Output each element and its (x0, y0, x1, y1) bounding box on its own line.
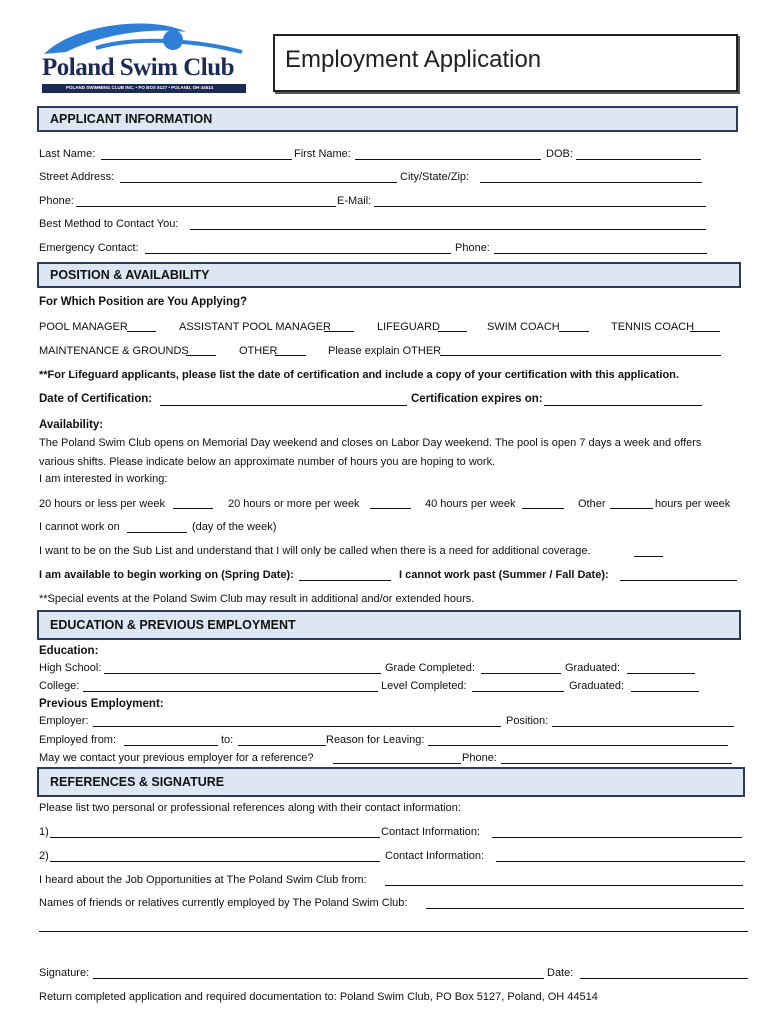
section-position-title: POSITION & AVAILABILITY (50, 268, 210, 282)
section-references (37, 767, 745, 797)
pos-pool-manager: POOL MANAGER (39, 321, 128, 333)
hours-20-less: 20 hours or less per week (39, 498, 165, 510)
references-intro: Please list two personal or professional references along with their contact information: (39, 802, 461, 814)
section-position (37, 262, 741, 288)
grade-completed-field[interactable] (481, 673, 561, 674)
page-title: Employment Application (285, 46, 542, 73)
emergency-phone-field[interactable] (494, 253, 707, 254)
pos-assistant-manager: ASSISTANT POOL MANAGER (179, 321, 331, 333)
cert-date-field[interactable] (160, 405, 407, 406)
employer-field[interactable] (93, 726, 501, 727)
email-field[interactable] (374, 206, 706, 207)
graduated-field-2[interactable] (631, 691, 699, 692)
heard-about-field[interactable] (385, 885, 743, 886)
pos-tennis-coach-field[interactable] (690, 331, 720, 332)
hours-20-more: 20 hours or more per week (228, 498, 360, 510)
graduated-label-2: Graduated: (569, 680, 625, 692)
hours-20-less-field[interactable] (173, 508, 213, 509)
emergency-label: Emergency Contact: (39, 242, 139, 254)
cannot-work-on-field[interactable] (127, 532, 187, 533)
section-applicant-title: APPLICANT INFORMATION (50, 112, 213, 126)
pos-explain-other-field[interactable] (440, 355, 721, 356)
hours-20-more-field[interactable] (370, 508, 411, 509)
availability-heading: Availability: (39, 419, 104, 431)
graduated-label-1: Graduated: (565, 662, 621, 674)
heard-about-label: I heard about the Job Opportunities at The Poland Swim Club from: (39, 874, 367, 886)
section-applicant (37, 106, 738, 132)
best-method-field[interactable] (190, 229, 706, 230)
signature-field[interactable] (93, 978, 544, 979)
pos-swim-coach: SWIM COACH (487, 321, 560, 333)
hours-other: Other (578, 498, 606, 510)
pos-explain-other: Please explain OTHER (328, 345, 442, 357)
pos-pool-manager-field[interactable] (127, 331, 156, 332)
section-references-title: REFERENCES & SIGNATURE (50, 775, 225, 789)
end-date-label: I cannot work past (Summer / Fall Date): (399, 569, 609, 581)
street-field[interactable] (120, 182, 397, 183)
city-field[interactable] (480, 182, 702, 183)
graduated-field-1[interactable] (627, 673, 695, 674)
ref2-label: 2) (39, 850, 49, 862)
date-field[interactable] (580, 978, 748, 979)
hours-40: 40 hours per week (425, 498, 516, 510)
employed-from-label: Employed from: (39, 734, 117, 746)
hours-40-field[interactable] (522, 508, 564, 509)
may-contact-field[interactable] (333, 763, 461, 764)
dob-field[interactable] (576, 159, 701, 160)
may-contact-label: May we contact your previous employer for a reference? (39, 752, 314, 764)
pos-maintenance-field[interactable] (186, 355, 216, 356)
ref1-contact-field[interactable] (492, 837, 742, 838)
logo (36, 18, 248, 96)
signature-label: Signature: (39, 967, 90, 979)
phone-label: Phone: (39, 195, 74, 207)
sub-list-field[interactable] (634, 556, 663, 557)
employed-to-field[interactable] (238, 745, 326, 746)
street-label: Street Address: (39, 171, 115, 183)
college-label: College: (39, 680, 80, 692)
reason-field[interactable] (428, 745, 728, 746)
ref2-contact-field[interactable] (496, 861, 745, 862)
availability-text-1: The Poland Swim Club opens on Memorial Day weekend and closes on Labor Day weekend. The pool is open 7 days a week and offers (39, 437, 702, 449)
hours-per-week: hours per week (655, 498, 731, 510)
day-of-week-label: (day of the week) (192, 521, 277, 533)
logo-name: Poland Swim Club (42, 54, 235, 81)
pos-maintenance: MAINTENANCE & GROUNDS (39, 345, 189, 357)
high-school-field[interactable] (104, 673, 381, 674)
lifeguard-note: **For Lifeguard applicants, please list the date of certification and include a copy of your certification with this application. (39, 369, 679, 381)
emergency-field[interactable] (145, 253, 451, 254)
first-name-field[interactable] (355, 159, 541, 160)
pos-lifeguard: LIFEGUARD (377, 321, 440, 333)
ref1-contact-label: Contact Information: (381, 826, 481, 838)
logo-tagline: POLAND SWIMMING CLUB INC. • PO BOX 5127 • POLAND, OH 44514 (66, 85, 214, 90)
pos-lifeguard-field[interactable] (438, 331, 467, 332)
employed-to-label: to: (221, 734, 234, 746)
section-education-title: EDUCATION & PREVIOUS EMPLOYMENT (50, 618, 296, 632)
phone-field[interactable] (76, 206, 336, 207)
section-education (37, 610, 741, 640)
position-label: Position: (506, 715, 549, 727)
special-events-note: **Special events at the Poland Swim Club may result in additional and/or extended hours. (39, 593, 475, 605)
employed-from-field[interactable] (124, 745, 218, 746)
position-field[interactable] (552, 726, 734, 727)
best-method-label: Best Method to Contact You: (39, 218, 179, 230)
friends-field-line-2[interactable] (39, 931, 748, 932)
friends-field[interactable] (426, 908, 744, 909)
availability-text-3: I am interested in working: (39, 473, 168, 485)
cert-expires-field[interactable] (544, 405, 702, 406)
last-name-label: Last Name: (39, 148, 96, 160)
city-label: City/State/Zip: (400, 171, 470, 183)
date-label: Date: (547, 967, 574, 979)
return-instructions: Return completed application and required documentation to: Poland Swim Club, PO Box 5127, Poland, OH 44514 (39, 991, 598, 1003)
title-box (273, 34, 738, 92)
grade-completed-label: Grade Completed: (385, 662, 475, 674)
prev-employment-heading: Previous Employment: (39, 698, 164, 710)
cert-date-label: Date of Certification: (39, 393, 153, 405)
start-date-label: I am available to begin working on (Spring Date): (39, 569, 294, 581)
hours-other-field[interactable] (610, 508, 653, 509)
employer-label: Employer: (39, 715, 89, 727)
employer-phone-label: Phone: (462, 752, 497, 764)
friends-label: Names of friends or relatives currently employed by The Poland Swim Club: (39, 897, 408, 909)
position-question: For Which Position are You Applying? (39, 296, 248, 308)
cannot-work-on-label: I cannot work on (39, 521, 120, 533)
end-date-field[interactable] (620, 580, 737, 581)
college-field[interactable] (83, 691, 378, 692)
ref2-name-field[interactable] (50, 861, 380, 862)
level-completed-field[interactable] (472, 691, 564, 692)
availability-text-2: various shifts. Please indicate below an approximate number of hours you are hoping to work. (39, 456, 496, 468)
sub-list-text: I want to be on the Sub List and understand that I will only be called when there is a need for additional coverage. (39, 545, 591, 557)
pos-other-field[interactable] (275, 355, 306, 356)
high-school-label: High School: (39, 662, 102, 674)
pos-other: OTHER (239, 345, 278, 357)
ref1-name-field[interactable] (50, 837, 380, 838)
email-label: E-Mail: (337, 195, 372, 207)
first-name-label: First Name: (294, 148, 351, 160)
emergency-phone-label: Phone: (455, 242, 490, 254)
level-completed-label: Level Completed: (381, 680, 467, 692)
dob-label: DOB: (546, 148, 573, 160)
pos-assistant-manager-field[interactable] (324, 331, 354, 332)
ref2-contact-label: Contact Information: (385, 850, 485, 862)
pos-tennis-coach: TENNIS COACH (611, 321, 695, 333)
ref1-label: 1) (39, 826, 49, 838)
employer-phone-field[interactable] (501, 763, 732, 764)
cert-expires-label: Certification expires on: (411, 393, 543, 405)
education-heading: Education: (39, 645, 99, 657)
start-date-field[interactable] (299, 580, 391, 581)
reason-label: Reason for Leaving: (326, 734, 425, 746)
last-name-field[interactable] (101, 159, 292, 160)
pos-swim-coach-field[interactable] (559, 331, 589, 332)
